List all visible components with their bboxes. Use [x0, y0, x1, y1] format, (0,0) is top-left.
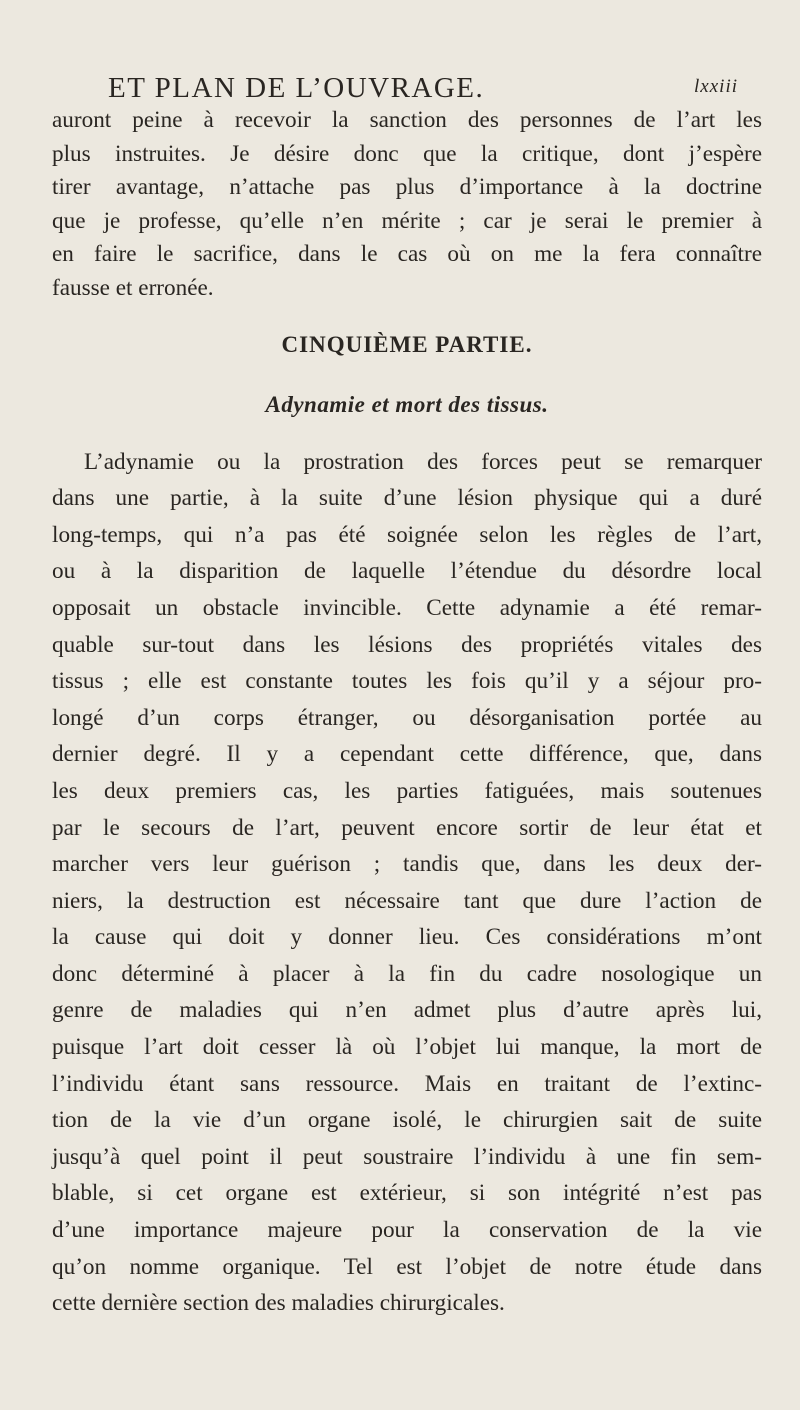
body-paragraph	[52, 444, 762, 1322]
text-line: tion de la vie d’un organe isolé, le chirurgien sait de suite	[52, 1107, 762, 1134]
text-line: blable, si cet organe est extérieur, si son intégrité n’est pas	[52, 1180, 762, 1207]
text-line: tirer avantage, n’attache pas plus d’importance à la doctrine	[52, 174, 762, 201]
text-line: dans une partie, à la suite d’une lésion physique qui a duré	[52, 485, 762, 512]
text-line: plus instruites. Je désire donc que la critique, dont j’espère	[52, 140, 762, 167]
text-line: longé d’un corps étranger, ou désorganisation portée au	[52, 704, 762, 731]
text-line: puisque l’art doit cesser là où l’objet lui manque, la mort de	[52, 1034, 762, 1061]
text-line: ou à la disparition de laquelle l’étendue du désordre local	[52, 558, 762, 585]
text-line: tissus ; elle est constante toutes les fois qu’il y a séjour pro-	[52, 668, 762, 695]
intro-paragraph	[52, 104, 762, 306]
text-line: auront peine à recevoir la sanction des personnes de l’art les	[52, 107, 762, 133]
running-title: ET PLAN DE L’OUVRAGE.	[108, 72, 485, 104]
text-line: donc déterminé à placer à la fin du cadre nosologique un	[52, 960, 762, 987]
text-line: dernier degré. Il y a cependant cette différence, que, dans	[52, 741, 762, 768]
text-line: genre de maladies qui n’en admet plus d’autre après lui,	[52, 997, 762, 1024]
text-line: qu’on nomme organique. Tel est l’objet de notre étude dans	[52, 1253, 762, 1280]
text-line: L’adynamie ou la prostration des forces peut se remarquer	[84, 448, 762, 475]
text-line: quable sur-tout dans les lésions des propriétés vitales des	[52, 631, 762, 658]
text-line: l’individu étant sans ressource. Mais en traitant de l’extinc-	[52, 1070, 762, 1097]
text-line: les deux premiers cas, les parties fatiguées, mais soutenues	[52, 777, 762, 804]
text-line: la cause qui doit y donner lieu. Ces considérations m’ont	[52, 924, 762, 951]
section-subtitle: Adynamie et mort des tissus.	[265, 391, 549, 417]
text-line: opposait un obstacle invincible. Cette adynamie a été remar-	[52, 594, 762, 621]
text-line: marcher vers leur guérison ; tandis que, dans les deux der-	[52, 851, 762, 878]
text-line: d’une importance majeure pour la conservation de la vie	[52, 1217, 762, 1244]
text-line: fausse et erronée.	[52, 274, 214, 301]
section-heading: CINQUIÈME PARTIE.	[281, 331, 533, 357]
running-head	[52, 62, 762, 102]
text-line: en faire le sacrifice, dans le cas où on me la fera connaître	[52, 241, 762, 268]
text-line: niers, la destruction est nécessaire tant que dure l’action de	[52, 887, 762, 914]
text-line: que je professe, qu’elle n’en mérite ; car je serai le premier à	[52, 207, 762, 234]
text-line: long-temps, qui n’a pas été soignée selon les règles de l’art,	[52, 521, 762, 548]
text-line: cette dernière section des maladies chirurgicales.	[52, 1290, 505, 1317]
page-number: lxxiii	[694, 76, 738, 97]
text-line: jusqu’à quel point il peut soustraire l’individu à une fin sem-	[52, 1143, 762, 1170]
text-line: par le secours de l’art, peuvent encore sortir de leur état et	[52, 814, 762, 841]
